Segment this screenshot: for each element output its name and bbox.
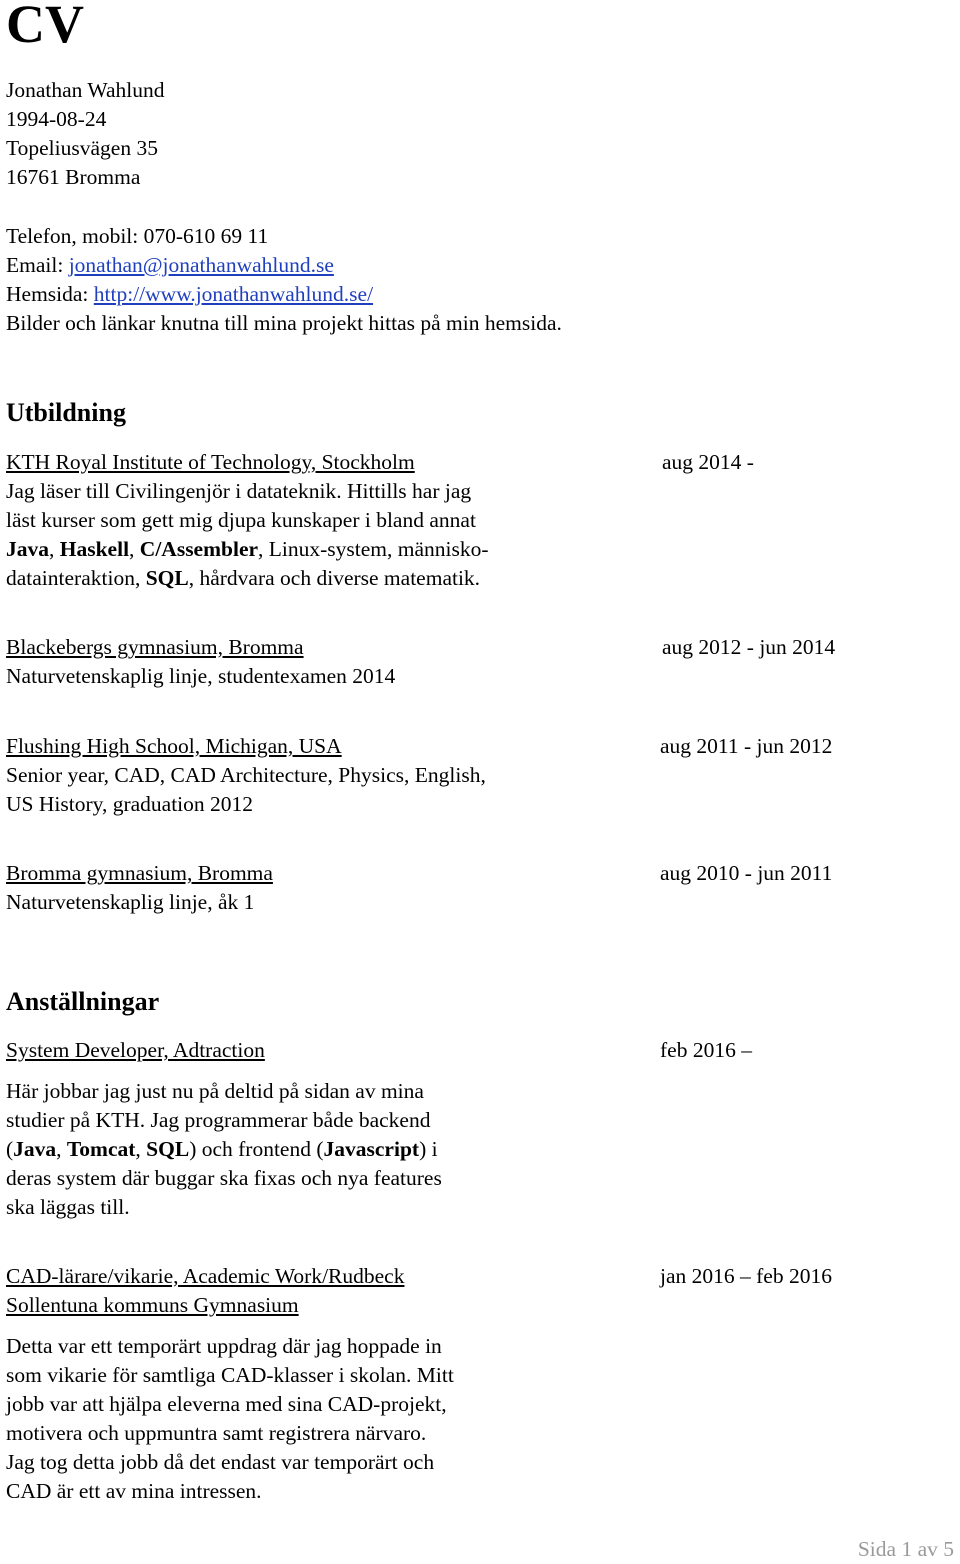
email-label: Email: <box>6 253 69 277</box>
education-desc-kth <box>6 477 489 593</box>
name: Jonathan Wahlund <box>6 78 165 102</box>
education-date-flushing: aug 2011 - jun 2012 <box>660 734 833 758</box>
employment-heading: Anställningar <box>6 987 160 1016</box>
desc-line: läst kurser som gett mig djupa kunskaper i bland annat <box>6 508 476 532</box>
education-school-bromma: Bromma gymnasium, Bromma <box>6 861 273 885</box>
phone: Telefon, mobil: 070-610 69 11 <box>6 224 269 248</box>
job-role-adtraction: System Developer, Adtraction <box>6 1038 265 1062</box>
skill: SQL <box>145 566 189 590</box>
desc-line: Här jobbar jag just nu på deltid på sidan av mina <box>6 1079 424 1103</box>
education-date-bromma: aug 2010 - jun 2011 <box>660 861 833 885</box>
skill: Javascript <box>323 1137 420 1161</box>
desc-line: Detta var ett temporärt uppdrag där jag hoppade in <box>6 1334 442 1358</box>
skill: Haskell <box>59 537 130 561</box>
desc-line: (Java, Tomcat, SQL) och frontend (Javascript) i <box>6 1137 438 1161</box>
education-desc-flushing: Senior year, CAD, CAD Architecture, Physics, English, <box>6 763 486 787</box>
city: 16761 Bromma <box>6 165 141 189</box>
job-role-cad: CAD-lärare/vikarie, Academic Work/Rudbeck <box>6 1264 405 1288</box>
website-link[interactable]: http://www.jonathanwahlund.se/ <box>93 282 374 306</box>
job-date-cad: jan 2016 – feb 2016 <box>660 1264 832 1288</box>
education-school-blackeberg: Blackebergs gymnasium, Bromma <box>6 635 304 659</box>
education-date-kth: aug 2014 - <box>662 450 754 474</box>
desc-line: jobb var att hjälpa eleverna med sina CAD-projekt, <box>6 1392 447 1416</box>
email-line <box>6 251 334 280</box>
website-label: Hemsida: <box>6 282 94 306</box>
street-address: Topeliusvägen 35 <box>6 136 158 160</box>
job-desc-cad <box>6 1332 454 1506</box>
desc-line: Java, Haskell, C/Assembler, Linux-system, människo- <box>6 537 489 561</box>
website-line <box>6 280 373 309</box>
page-number: Sida 1 av 5 <box>857 1537 954 1561</box>
job-date-adtraction: feb 2016 – <box>660 1038 752 1062</box>
skill: Java <box>6 537 49 561</box>
desc-line: som vikarie för samtliga CAD-klasser i skolan. Mitt <box>6 1363 454 1387</box>
job-role-cad-school: Sollentuna kommuns Gymnasium <box>6 1293 299 1317</box>
education-desc-flushing: US History, graduation 2012 <box>6 792 254 816</box>
email-link[interactable]: jonathan@jonathanwahlund.se <box>68 253 334 277</box>
portfolio-note: Bilder och länkar knutna till mina projekt hittas på min hemsida. <box>6 311 562 335</box>
education-school-flushing: Flushing High School, Michigan, USA <box>6 734 342 758</box>
desc-line: studier på KTH. Jag programmerar både backend <box>6 1108 431 1132</box>
desc-line: datainteraktion, SQL, hårdvara och diverse matematik. <box>6 566 481 590</box>
skill: C/Assembler <box>139 537 259 561</box>
desc-line: CAD är ett av mina intressen. <box>6 1479 262 1503</box>
education-heading: Utbildning <box>6 398 126 427</box>
desc-line: ska läggas till. <box>6 1195 130 1219</box>
page-title: CV <box>6 0 84 54</box>
education-desc-bromma: Naturvetenskaplig linje, åk 1 <box>6 890 255 914</box>
education-school-kth: KTH Royal Institute of Technology, Stockholm <box>6 450 415 474</box>
education-date-blackeberg: aug 2012 - jun 2014 <box>662 635 836 659</box>
desc-line: motivera och uppmuntra samt registrera närvaro. <box>6 1421 427 1445</box>
desc-line: Jag läser till Civilingenjör i datateknik. Hittills har jag <box>6 479 472 503</box>
education-desc-blackeberg: Naturvetenskaplig linje, studentexamen 2014 <box>6 664 396 688</box>
desc-line: Jag tog detta jobb då det endast var temporärt och <box>6 1450 435 1474</box>
desc-line: deras system där buggar ska fixas och nya features <box>6 1166 442 1190</box>
skill: Java <box>13 1137 57 1161</box>
skill: SQL <box>146 1137 190 1161</box>
job-desc-adtraction <box>6 1077 442 1222</box>
birthdate: 1994-08-24 <box>6 107 107 131</box>
skill: Tomcat <box>66 1137 136 1161</box>
